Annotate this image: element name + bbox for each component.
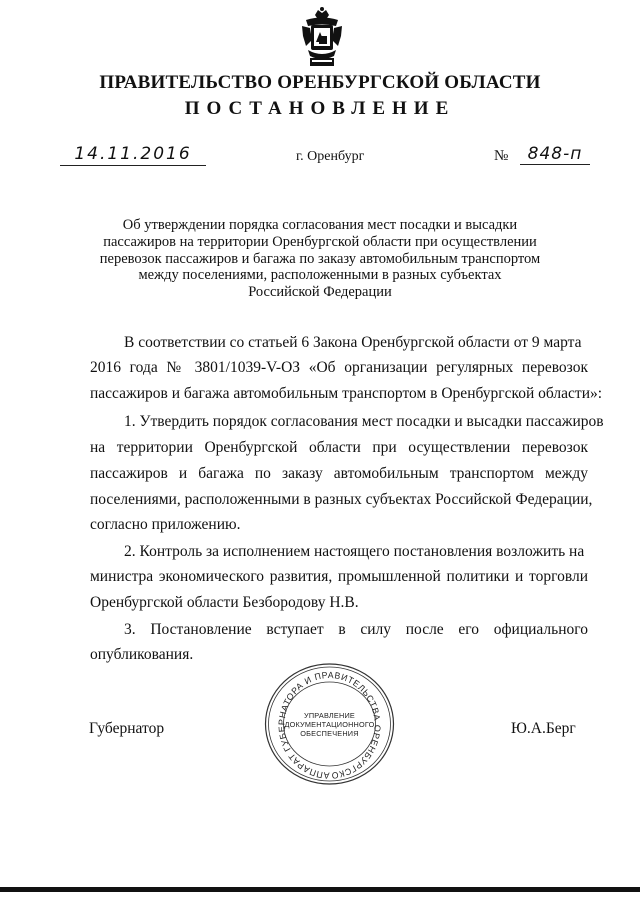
seal-center-line: УПРАВЛЕНИЕ: [304, 711, 355, 720]
intro-line: пассажиров и багажа автомобильным транспортом в Оренбургской области»:: [90, 385, 603, 402]
item3-line: 3. Постановление вступает в силу после его официального: [124, 621, 588, 638]
document-subject: [80, 217, 560, 301]
item1-line: 1. Утвердить порядок согласования мест посадки и высадки пассажиров: [124, 413, 604, 430]
subject-line: пассажиров на территории Оренбургской области при осуществлении: [103, 233, 537, 250]
item1-line: на территории Оренбургской области при осуществлении перевозок: [90, 439, 588, 456]
intro-line: В соответствии со статьей 6 Закона Оренбургской области от 9 марта: [124, 334, 582, 351]
item2-line: Оренбургской области Безбородову Н.В.: [90, 594, 359, 611]
item1-line: согласно приложению.: [90, 516, 241, 533]
document-date: 14.11.2016: [60, 144, 206, 166]
signatory-position: Губернатор: [89, 720, 165, 737]
item1-line: пассажиров и багажа по заказу автомобильным транспортом между: [90, 465, 588, 482]
coat-of-arms-icon: [300, 6, 344, 68]
seal-center-line: ОБЕСПЕЧЕНИЯ: [300, 729, 359, 738]
signatory-name: Ю.А.Берг: [511, 720, 576, 737]
intro-line: 2016 года № 3801/1039-V-ОЗ «Об организации регулярных перевозок: [90, 359, 588, 376]
subject-line: Российской Федерации: [248, 284, 392, 301]
seal-center-line: ДОКУМЕНТАЦИОННОГО: [284, 720, 375, 729]
item1-line: поселениями, расположенными в разных субъектах Российской Федерации,: [90, 491, 593, 508]
document-type-title: ПОСТАНОВЛЕНИЕ: [184, 98, 456, 119]
item2-line: 2. Контроль за исполнением настоящего постановления возложить на: [124, 543, 585, 560]
item2-line: министра экономического развития, промышленной политики и торговли: [90, 568, 588, 585]
subject-line: Об утверждении порядка согласования мест посадки и высадки: [122, 217, 518, 233]
document-number: 848-п: [520, 144, 590, 165]
subject-line: перевозок пассажиров и багажа по заказу автомобильным транспортом: [99, 250, 541, 267]
organization-title: ПРАВИТЕЛЬСТВО ОРЕНБУРГСКОЙ ОБЛАСТИ: [99, 72, 541, 93]
bottom-divider: [0, 887, 640, 892]
number-label: №: [494, 148, 509, 164]
subject-line: между поселениями, расположенными в разных субъектах: [138, 267, 502, 284]
seal-ring-text: АППАРАТ ГУБЕРНАТОРА И ПРАВИТЕЛЬСТВА ОРЕНБУРГСКО: [276, 669, 383, 781]
item3-line: опубликования.: [90, 646, 194, 663]
document-city: г. Оренбург: [296, 149, 365, 164]
